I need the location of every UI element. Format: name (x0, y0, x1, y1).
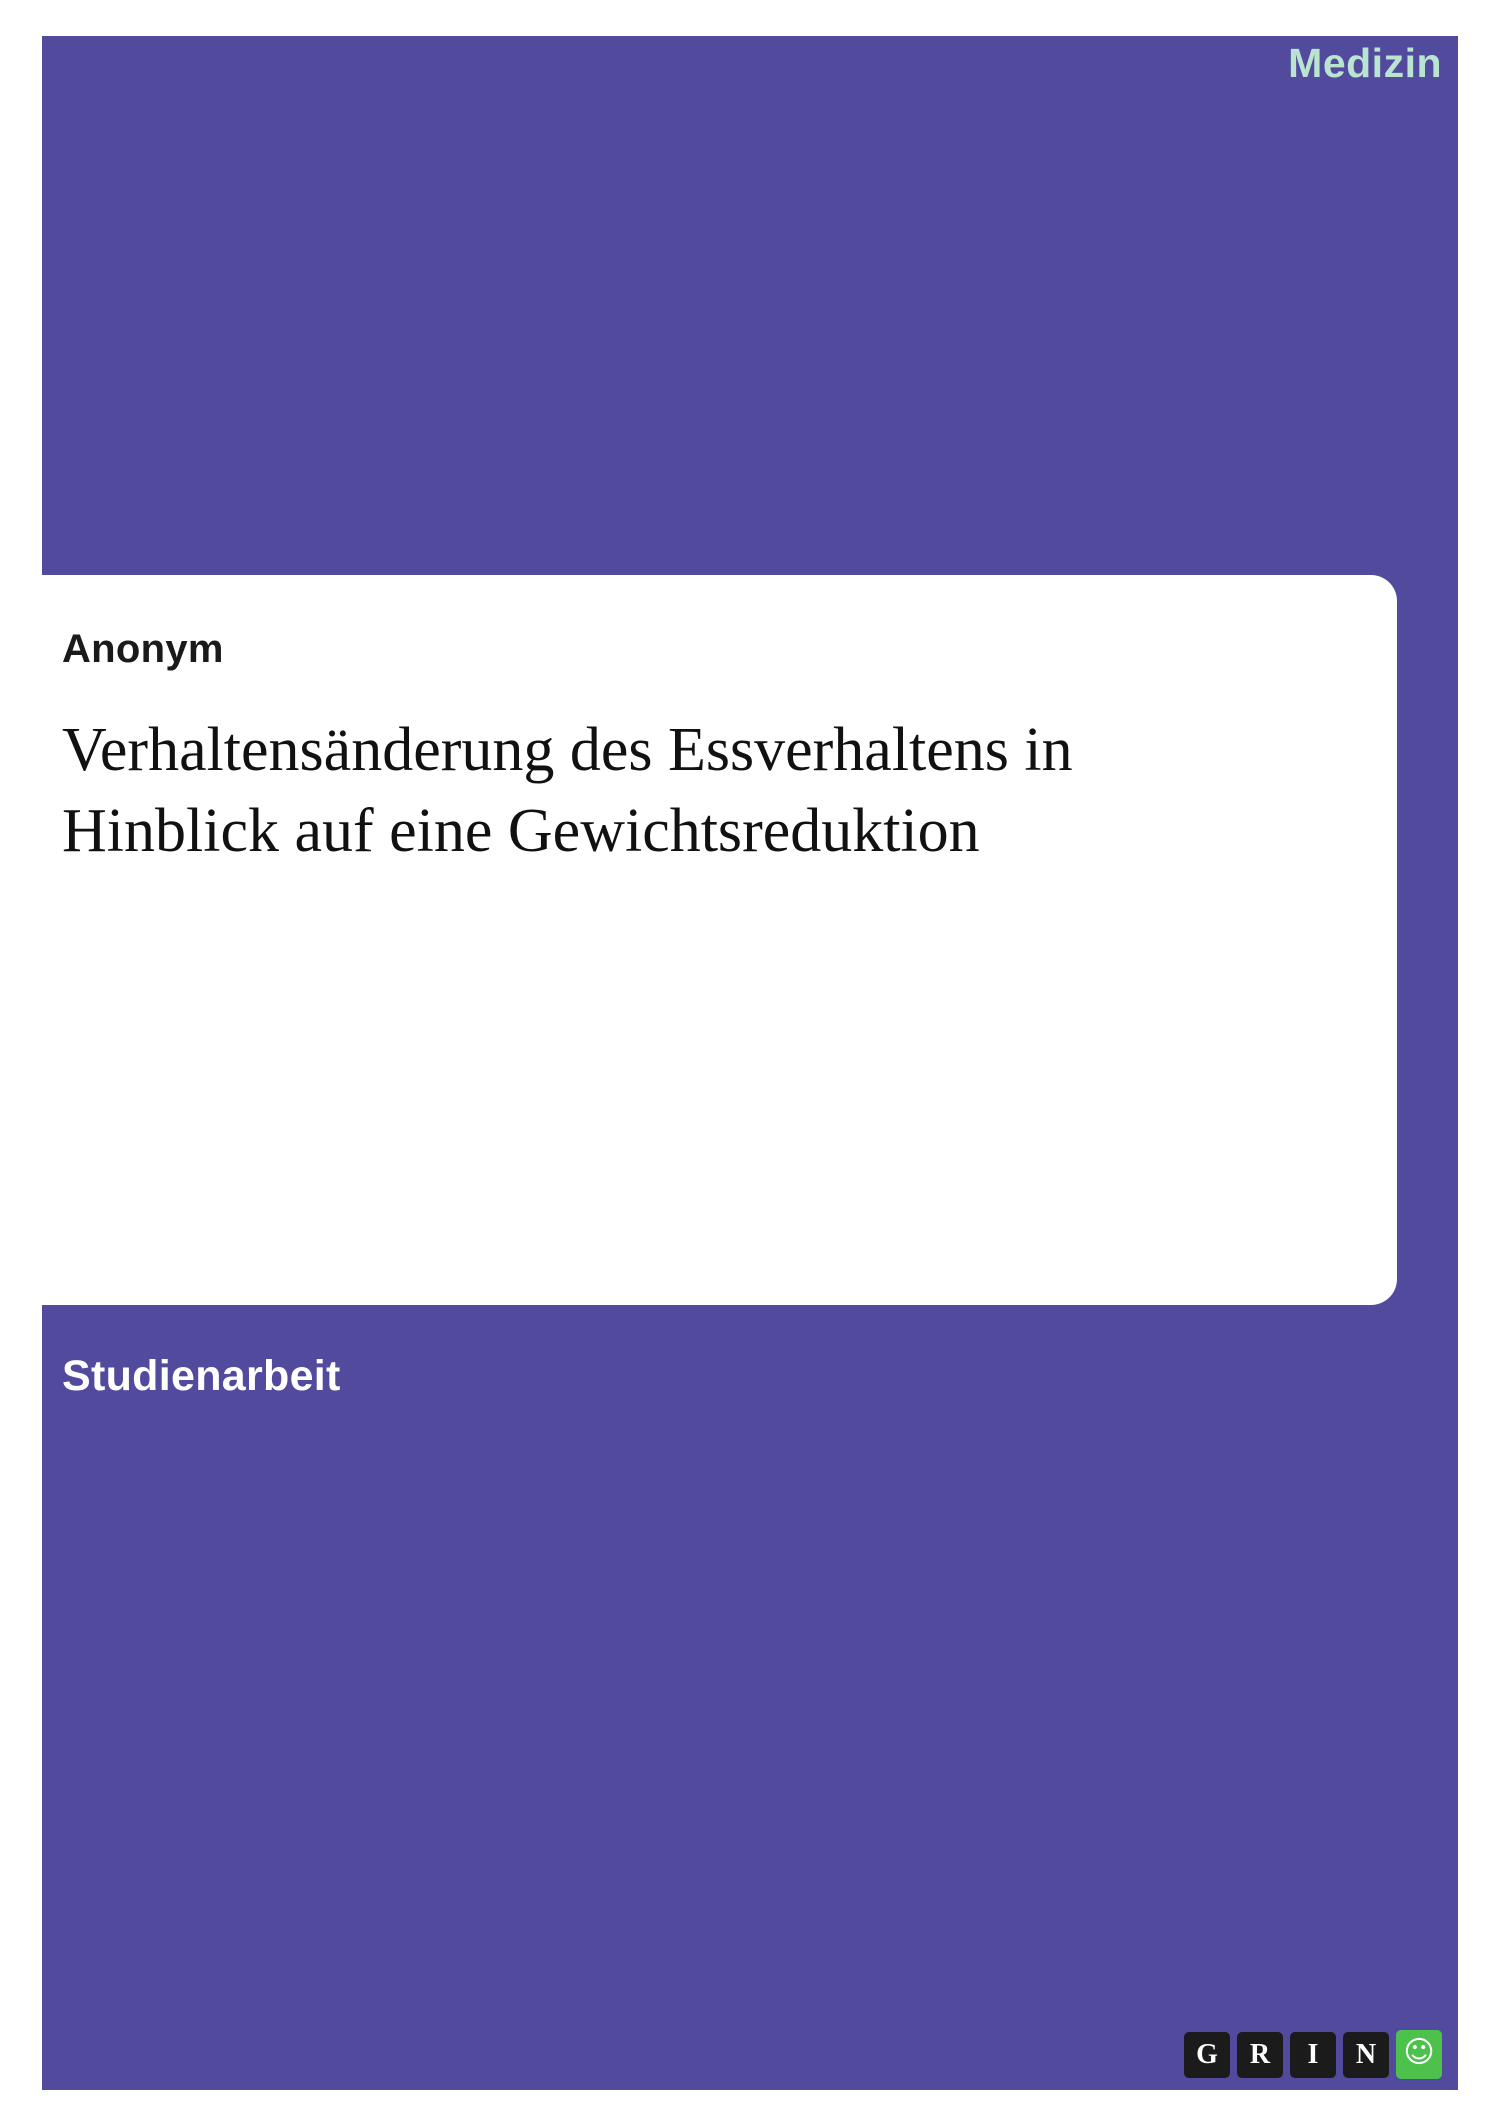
logo-letter-n: N (1343, 2032, 1389, 2078)
document-type-label: Studienarbeit (62, 1352, 341, 1400)
logo-letter-i: I (1290, 2032, 1336, 2078)
category-label: Medizin (1288, 40, 1442, 86)
author-name: Anonym (62, 627, 224, 671)
grin-logo (1184, 2030, 1442, 2079)
logo-letter-r: R (1237, 2032, 1283, 2078)
smiley-icon: ☺ (1396, 2030, 1442, 2079)
logo-letter-g: G (1184, 2032, 1230, 2078)
page-title: Verhaltensänderung des Essverhaltens in Hinblick auf eine Gewichtsreduktion (62, 716, 1073, 865)
title-card (0, 575, 1397, 1305)
